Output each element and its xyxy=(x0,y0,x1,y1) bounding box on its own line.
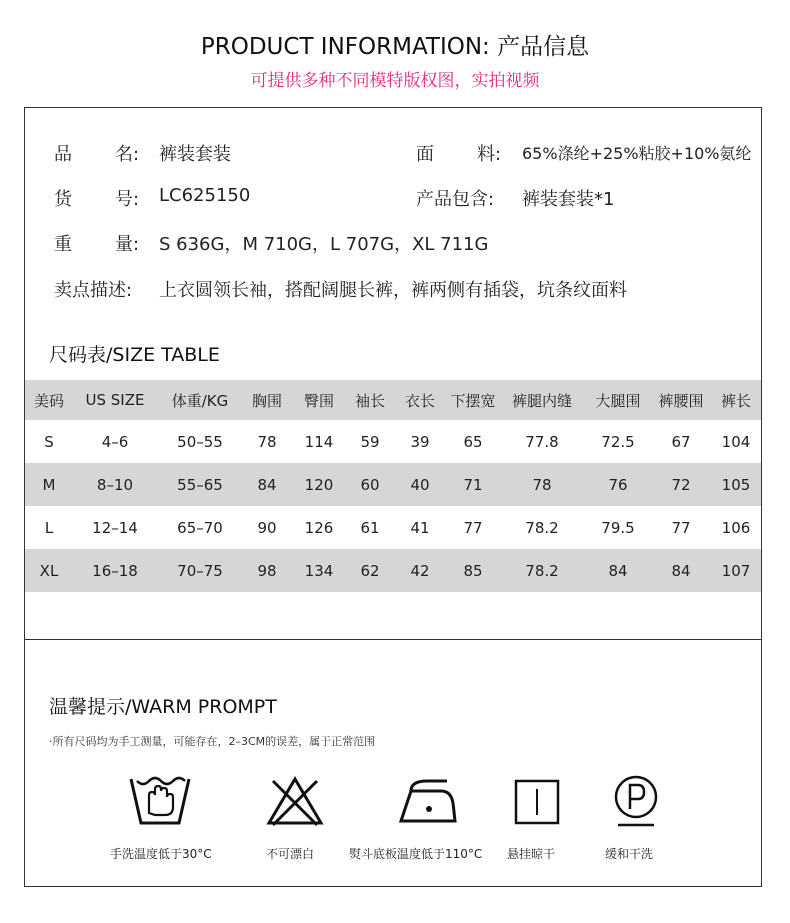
table-cell: 60 xyxy=(360,475,380,494)
table-cell: 62 xyxy=(360,561,380,580)
table-cell: 126 xyxy=(304,518,334,537)
table-row xyxy=(25,463,761,506)
table-cell: 65–70 xyxy=(177,518,223,537)
care-label: 不可漂白 xyxy=(266,847,315,861)
col-header: 衣长 xyxy=(404,391,435,410)
table-cell: 78 xyxy=(532,475,552,494)
table-cell: 114 xyxy=(304,432,334,451)
selling-value: 上衣圆领长袖，搭配阔腿长裤，裤两侧有插袋，坑条纹面料 xyxy=(159,280,627,301)
page-title: PRODUCT INFORMATION: 产品信息 xyxy=(200,34,590,60)
name-label-a: 品 xyxy=(54,144,72,165)
table-cell: 98 xyxy=(257,561,277,580)
table-cell: 40 xyxy=(410,475,430,494)
hang-dry-icon xyxy=(513,773,561,829)
table-cell: 120 xyxy=(304,475,334,494)
name-value: 裤装套装 xyxy=(159,144,231,165)
table-cell: 67 xyxy=(671,432,691,451)
name-label-b: 名: xyxy=(115,144,140,165)
care-no-bleach xyxy=(260,773,330,861)
table-cell: 55–65 xyxy=(177,475,223,494)
size-table xyxy=(25,380,761,592)
table-row xyxy=(25,420,761,463)
col-header: 裤腰围 xyxy=(658,391,704,410)
col-header: US SIZE xyxy=(85,391,145,409)
table-cell: 134 xyxy=(304,561,334,580)
table-cell: 16–18 xyxy=(92,561,138,580)
table-cell: 78.2 xyxy=(525,518,559,537)
table-cell: 85 xyxy=(463,561,483,580)
col-header: 大腿围 xyxy=(595,391,641,410)
weight-label-b: 量: xyxy=(115,234,140,255)
care-label: 缓和干洗 xyxy=(605,847,654,861)
table-cell: 71 xyxy=(463,475,483,494)
table-cell: 78 xyxy=(257,432,277,451)
iron-icon xyxy=(397,773,457,829)
col-header: 裤长 xyxy=(720,391,751,410)
size-table-header-row xyxy=(25,380,761,420)
weight-value: S 636G，M 710G，L 707G，XL 711G xyxy=(159,234,489,255)
table-cell: 79.5 xyxy=(601,518,635,537)
table-cell: 65 xyxy=(463,432,483,451)
care-iron xyxy=(349,773,483,861)
table-cell: 104 xyxy=(721,432,751,451)
fabric-label-a: 面 xyxy=(416,144,434,165)
table-cell: 42 xyxy=(410,561,430,580)
table-cell: 61 xyxy=(360,518,380,537)
fabric-value: 65%涤纶+25%粘胶+10%氨纶 xyxy=(522,144,752,163)
table-cell: 78.2 xyxy=(525,561,559,580)
table-cell: 77 xyxy=(671,518,691,537)
care-label: 熨斗底板温度低于110°C xyxy=(349,847,483,861)
table-cell: S xyxy=(44,432,54,451)
table-cell: 84 xyxy=(671,561,691,580)
size-table-title: 尺码表/SIZE TABLE xyxy=(49,344,220,366)
contents-label: 产品包含: xyxy=(416,189,495,210)
care-label: 悬挂晾干 xyxy=(507,847,556,861)
col-header: 胸围 xyxy=(251,391,282,410)
table-cell: 72 xyxy=(671,475,691,494)
table-cell: XL xyxy=(39,561,59,580)
weight-label-a: 重 xyxy=(54,234,72,255)
gentle-dry-clean-icon xyxy=(610,773,662,829)
table-cell: 12–14 xyxy=(92,518,138,537)
col-header: 下摆宽 xyxy=(450,391,496,410)
care-gentle-dry-clean xyxy=(603,773,669,861)
table-cell: 90 xyxy=(257,518,277,537)
table-cell: 72.5 xyxy=(601,432,635,451)
fabric-label-b: 料: xyxy=(477,144,502,165)
table-cell: 59 xyxy=(360,432,380,451)
col-header: 裤腿内缝 xyxy=(511,391,572,410)
care-hang-dry xyxy=(504,773,570,861)
product-info-card xyxy=(24,107,762,887)
table-cell: 106 xyxy=(721,518,751,537)
table-cell: 77 xyxy=(463,518,483,537)
care-hand-wash xyxy=(110,773,212,861)
warm-prompt-title: 温馨提示/WARM PROMPT xyxy=(49,696,277,718)
contents-value: 裤装套装*1 xyxy=(522,189,615,210)
table-row xyxy=(25,506,761,549)
hand-wash-icon xyxy=(127,773,193,829)
table-cell: 50–55 xyxy=(177,432,223,451)
care-label: 手洗温度低于30°C xyxy=(110,847,212,861)
sku-value: LC625150 xyxy=(159,185,251,206)
page-subtitle: 可提供多种不同模特版权图，实拍视频 xyxy=(250,71,540,91)
table-cell: 105 xyxy=(721,475,751,494)
table-cell: 4–6 xyxy=(101,432,129,451)
table-cell: 107 xyxy=(721,561,751,580)
col-header: 体重/KG xyxy=(171,391,229,410)
table-cell: 8–10 xyxy=(96,475,134,494)
table-cell: 77.8 xyxy=(525,432,559,451)
table-cell: 39 xyxy=(410,432,430,451)
table-cell: 84 xyxy=(257,475,277,494)
table-row xyxy=(25,549,761,592)
table-cell: 76 xyxy=(608,475,628,494)
col-header: 美码 xyxy=(33,391,64,410)
table-cell: 70–75 xyxy=(177,561,223,580)
measurement-note: ·所有尺码均为手工测量，可能存在，2–3CM的误差，属于正常范围 xyxy=(49,735,376,748)
section-divider xyxy=(25,639,761,640)
table-cell: M xyxy=(42,475,56,494)
sku-label-b: 号: xyxy=(115,189,140,210)
col-header: 臀围 xyxy=(303,391,334,410)
sku-label-a: 货 xyxy=(54,189,72,210)
table-cell: L xyxy=(44,518,54,537)
no-bleach-icon xyxy=(265,773,325,829)
selling-label: 卖点描述: xyxy=(54,280,133,301)
col-header: 袖长 xyxy=(354,391,385,410)
table-cell: 41 xyxy=(410,518,430,537)
table-cell: 84 xyxy=(608,561,628,580)
